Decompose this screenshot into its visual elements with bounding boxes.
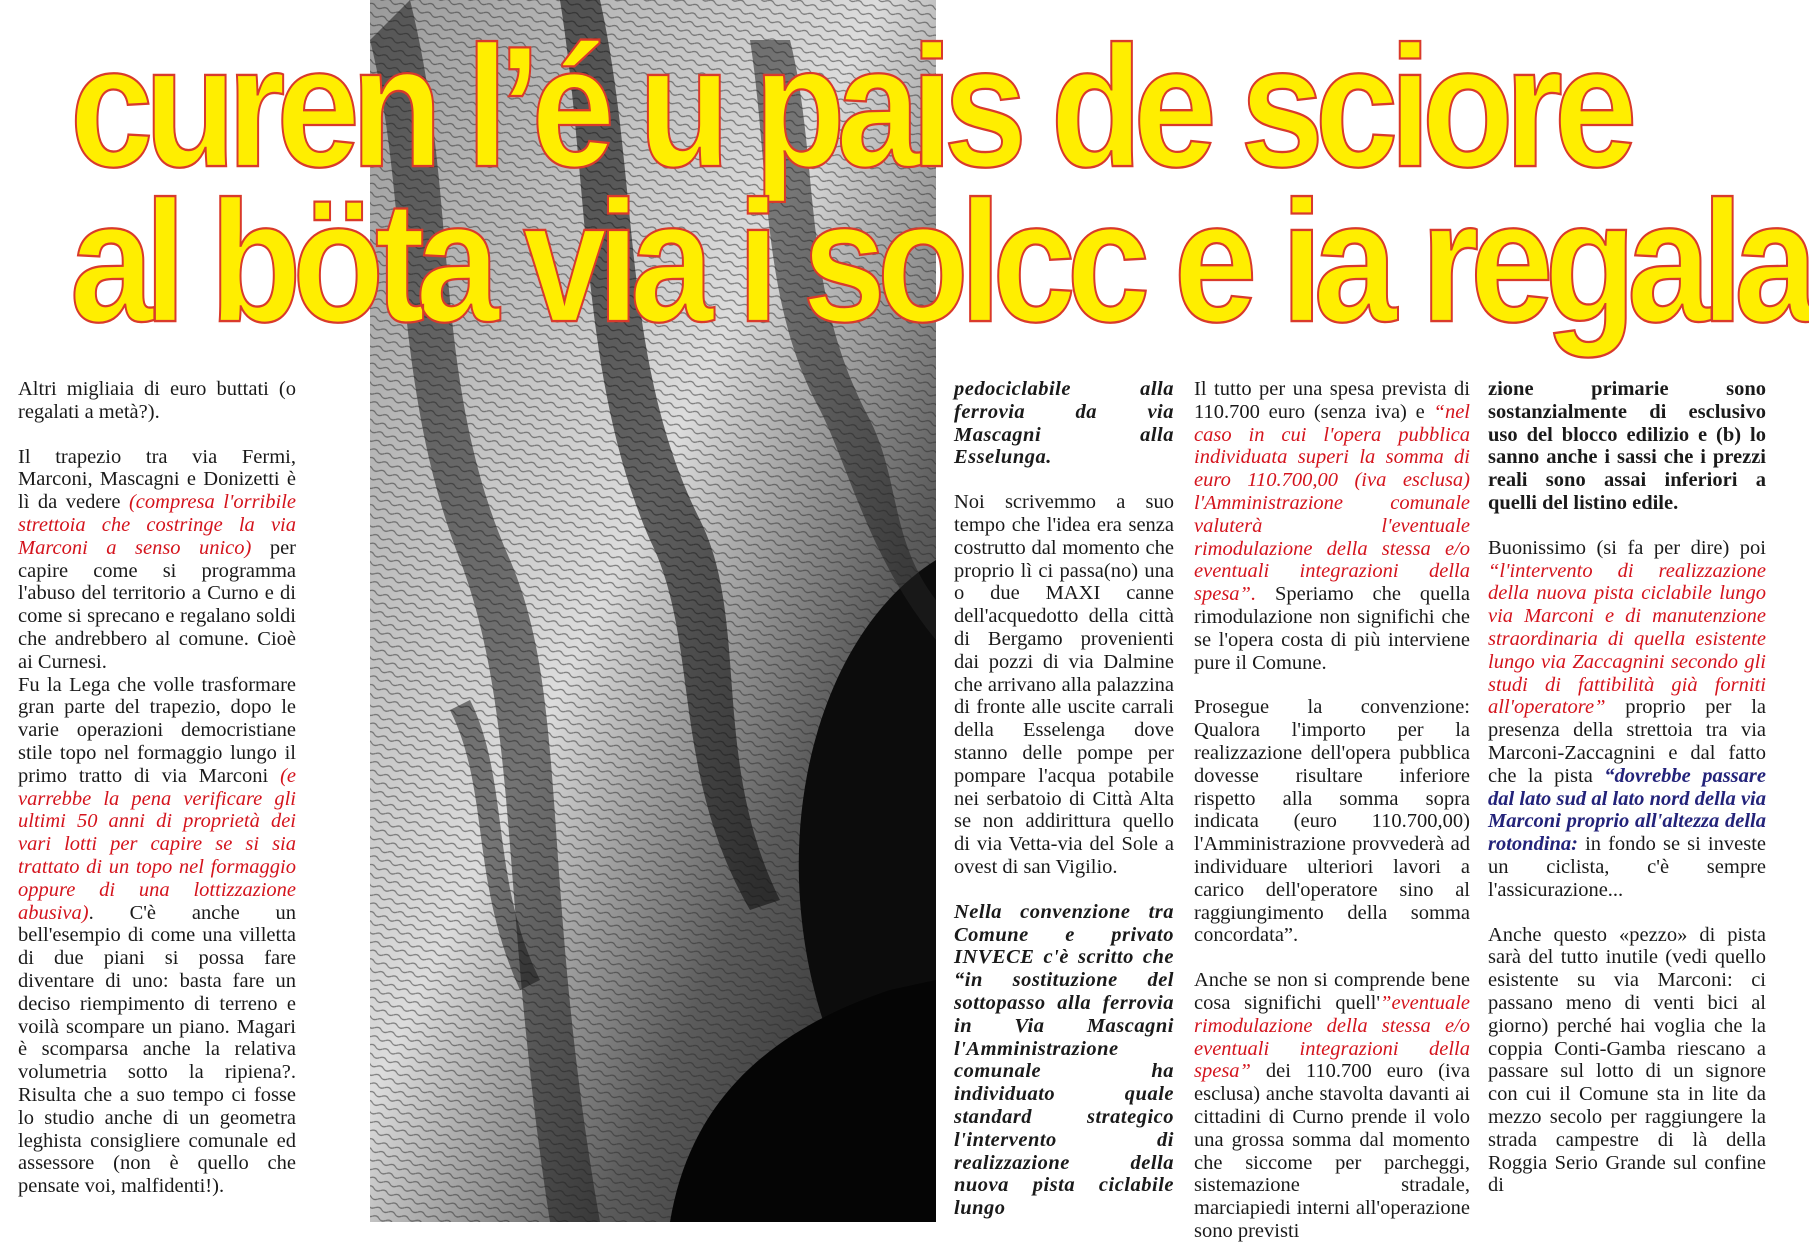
paragraph: Buonissimo (si fa per dire) poi “l'intervento di realizzazione della nuova pista ciclabile lungo via Marconi e di manutenzione straordinaria di quella esistente lungo via Zaccagnini secondo gli studi di fattibilità già forniti all'operatore” proprio per la presenza della strettoia tra via Marconi-Zaccagnini e dal fatto che la pista “dovrebbe passare dal lato sud al lato nord della via Marconi proprio all'altezza della rotondina: in fondo se si investe un ciclista, c'è sempre l'assicurazione... xyxy=(1488,536,1766,901)
paragraph: Fu la Lega che volle trasformare gran parte del trapezio, dopo le varie operazioni democristiane stile topo nel formaggio lungo il primo tratto di via Marconi (e varrebbe la pena verificare gli ultimi 50 anni di proprietà dei vari lotti per capire se si sia trattato di un topo nel formaggio oppure di una lottizzazione abusiva). C'è anche un bell'esempio di come una villetta di due piani si possa fare diventare di uno: basta fare un deciso riempimento di terreno e voilà scompare un piano. Magari è scomparsa anche la relativa volumetria sotto la ripiena?. Risulta che a suo tempo ci fosse lo studio anche di un geometra leghista consigliere comunale ed assessore (non è quello che pensate voi, malfidenti!). xyxy=(18,673,296,1198)
paragraph: Il tutto per una spesa prevista di 110.700 euro (senza iva) e “nel caso in cui l'opera pubblica individuata superi la somma di euro 110.700,00 (iva esclusa) l'Amministrazione comunale valuterà l'eventuale rimodulazione della stessa e/o eventuali integrazioni della spesa”. Speriamo che quella rimodulazione non significhi che se l'opera costa di più interviene pure il Comune. xyxy=(1194,378,1470,674)
blue-quote: “dovrebbe passare dal lato sud al lato nord della via Marconi proprio all'altezza della rotondina: xyxy=(1488,764,1766,856)
paragraph: Anche questo «pezzo» di pista sarà del tutto inutile (vedi quello esistente su via Marconi: ci passano meno di venti bici al giorno) perché hai voglia che la coppia Conti-Gamba riescano a passare sul lotto di un signore con cui il Comune sta in lite da mezzo secolo per raggiungere la strada campestre di là della Roggia Serio Grande sul confine di xyxy=(1488,923,1766,1197)
red-quote: (compresa l'orribile strettoia che costringe la via Marconi a senso unico) xyxy=(18,491,296,559)
paragraph: Anche se non si comprende bene cosa significhi quell'”eventuale rimodulazione della stessa e/o eventuali integrazioni della spesa” dei 110.700 euro (iva esclusa) anche stavolta davanti ai cittadini di Curno prende il volo una grossa somma dal momento che siccome per parcheggi, sistemazione stradale, marciapiedi interni all'operazione sono previsti xyxy=(1194,969,1470,1242)
paragraph: Noi scrivemmo a suo tempo che l'idea era senza costrutto dal momento che proprio lì ci passa(no) una o due MAXI canne dell'acquedotto della città di Bergamo provenienti dai pozzi di via Dalmine che arrivano alla palazzina di fronte alle uscite carrali della Esselenga dove stanno delle pompe per pompare l'acqua potabile nei serbatoio di Città Alta se non addirittura quello di via Vetta-via del Sole a ovest di san Vigilio. xyxy=(954,491,1174,878)
article-column-1 xyxy=(18,378,296,1222)
headline-line-1: curen l’é u pais de sciore xyxy=(70,9,1629,203)
bold-paragraph: zione primarie sono sostanzialmente di esclusivo uso del blocco edilizio e (b) lo sanno anche i sassi che i prezzi reali sono assai inferiori a quelli del listino edile. xyxy=(1488,378,1766,514)
bold-italic-paragraph: Nella convenzione tra Comune e privato INVECE c'è scritto che “in sostituzione del sottopasso alla ferrovia in Via Mascagni l'Amministrazione comunale ha individuato quale standard strategico l'intervento di realizzazione della nuova pista ciclabile lungo xyxy=(954,900,1174,1220)
article-column-3 xyxy=(954,378,1174,1222)
headline-line-2: al böta via i solcc e ia regala xyxy=(70,164,1809,358)
paragraph: Prosegue la convenzione: Qualora l'importo per la realizzazione dell'opera pubblica dovesse risultare inferiore rispetto alla somma sopra indicata (euro 110.700,00) l'Amministrazione provvederà ad individuare ulteriori lavori a carico dell'operatore sino al raggiungimento della somma concordata”. xyxy=(1194,696,1470,947)
article-column-5 xyxy=(1488,378,1766,1222)
red-quote: (e varrebbe la pena verificare gli ultimi 50 anni di proprietà dei vari lotti per capire se si sia trattato di un topo nel formaggio oppure di una lottizzazione abusiva) xyxy=(18,764,296,924)
paragraph: Il trapezio tra via Fermi, Marconi, Mascagni e Donizetti è lì da vedere (compresa l'orribile strettoia che costringe la via Marconi a senso unico) per capire come si programma l'abuso del territorio a Curno e di come si sprecano e regalano soldi che andrebbero al comune. Cioè ai Curnesi. xyxy=(18,445,296,673)
red-quote: “nel caso in cui l'opera pubblica individuata superi la somma di euro 110.700,00 (iva esclusa) l'Amministrazione comunale valuterà l'eventuale rimodulazione della stessa e/o eventuali integrazioni della spesa”. xyxy=(1194,400,1470,606)
red-quote: “l'intervento di realizzazione della nuova pista ciclabile lungo via Marconi e di manutenzione straordinaria di quella esistente lungo via Zaccagnini secondo gli studi di fattibilità già forniti all'operatore” xyxy=(1488,559,1766,719)
article-column-4 xyxy=(1194,378,1470,1242)
paragraph: Altri migliaia di euro buttati (o regalati a metà?). xyxy=(18,378,296,423)
red-quote: ”eventuale rimodulazione della stessa e/o eventuali integrazioni della spesa” xyxy=(1194,991,1470,1083)
bold-italic-paragraph: pedociclabile alla ferrovia da via Mascagni alla Esselunga. xyxy=(954,378,1174,469)
